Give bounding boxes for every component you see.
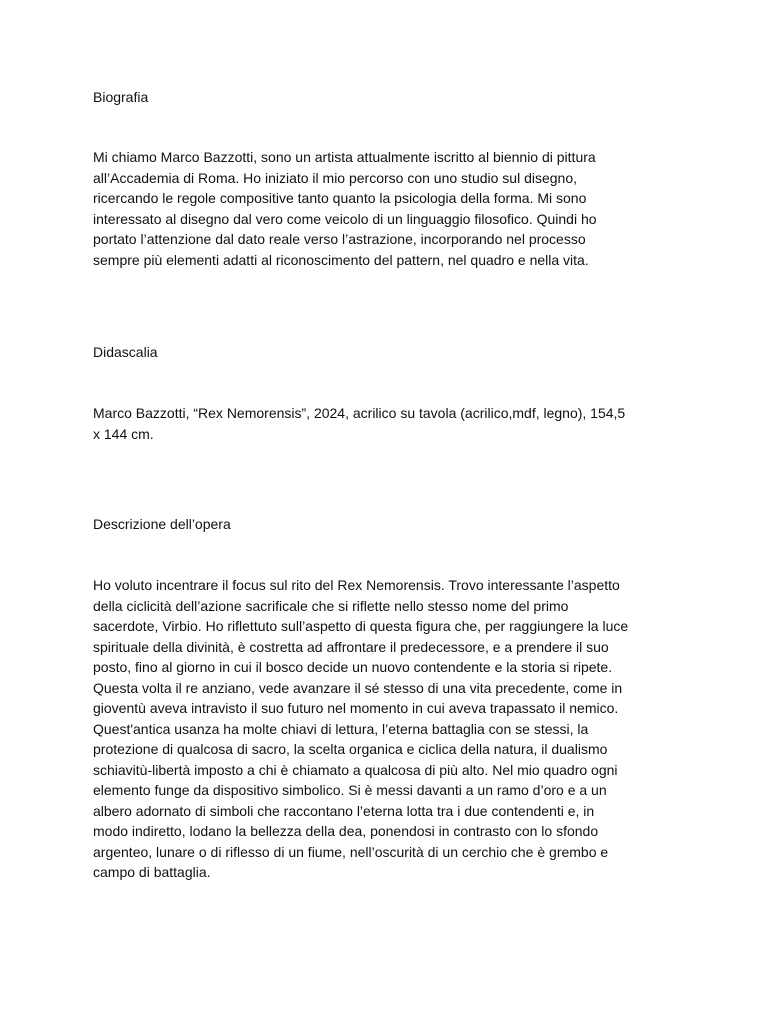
text-line: Questa volta il re anziano, vede avanzare il sé stesso di una vita precedente, come in [93,679,623,696]
text-line: della ciclicità dell’azione sacrificale che si riflette nello stesso nome del primo [93,597,569,614]
text-line: argenteo, lunare o di riflesso di un fiume, nell’oscurità di un cerchio che è grembo e [93,843,609,860]
text-line: spirituale della divinità, è costretta ad affrontare il predecessore, e a prendere il suo [93,638,609,655]
text-line: ricercando le regole compositive tanto quanto la psicologia della forma. Mi sono [93,190,587,206]
section-heading-descrizione: Descrizione dell’opera [93,516,231,532]
text-line: gioventù aveva intravisto il suo futuro nel momento in cui aveva trapassato il nemico. [93,700,619,716]
text-line: protezione di qualcosa di sacro, la scelta organica e ciclica della natura, il dualismo [93,741,608,757]
text-line: modo indiretto, lodano la bellezza della dea, ponendosi in contrasto con lo sfondo [93,823,599,839]
text-line: portato l’attenzione dal dato reale verso l’astrazione, incorporando nel processo [93,231,586,247]
text-line: interessato al disegno dal vero come veicolo di un linguaggio filosofico. Quindi ho [93,210,597,227]
section-heading-biografia: Biografia [93,89,149,105]
text-line: elemento funge da dispositivo simbolico. Si è messi davanti a un ramo d’oro e a un [93,782,607,798]
text-line: Mi chiamo Marco Bazzotti, sono un artista attualmente iscritto al biennio di pittura [93,149,596,165]
text-line: Quest'antica usanza ha molte chiavi di lettura, l’eterna battaglia con se stessi, la [93,720,589,737]
text-line: posto, fino al giorno in cui il bosco decide un nuovo contendente e la storia si ripete. [93,659,613,675]
paragraph-didascalia [93,403,678,444]
section-heading-didascalia: Didascalia [93,344,158,360]
text-line: schiavitù-libertà imposto a chi è chiamato a qualcosa di più alto. Nel mio quadro ogni [93,761,618,778]
paragraph-biografia [93,147,678,270]
text-line: Marco Bazzotti, “Rex Nemorensis”, 2024, acrilico su tavola (acrilico,mdf, legno), 154,5 [93,405,626,421]
text-line: Ho voluto incentrare il focus sul rito del Rex Nemorensis. Trovo interessante l’aspetto [93,577,620,593]
text-line: albero adornato di simboli che raccontano l’eterna lotta tra i due contendenti e, in [93,802,595,819]
text-line: all’Accademia di Roma. Ho iniziato il mio percorso con uno studio sul disegno, [93,169,578,186]
text-line: campo di battaglia. [93,864,211,880]
text-line: sacerdote, Virbio. Ho riflettuto sull’aspetto di questa figura che, per raggiungere la luce [93,618,629,634]
text-line: sempre più elementi adatti al riconoscimento del pattern, nel quadro e nella vita. [93,251,589,268]
paragraph-descrizione [93,575,678,883]
text-line: x 144 cm. [93,425,154,442]
